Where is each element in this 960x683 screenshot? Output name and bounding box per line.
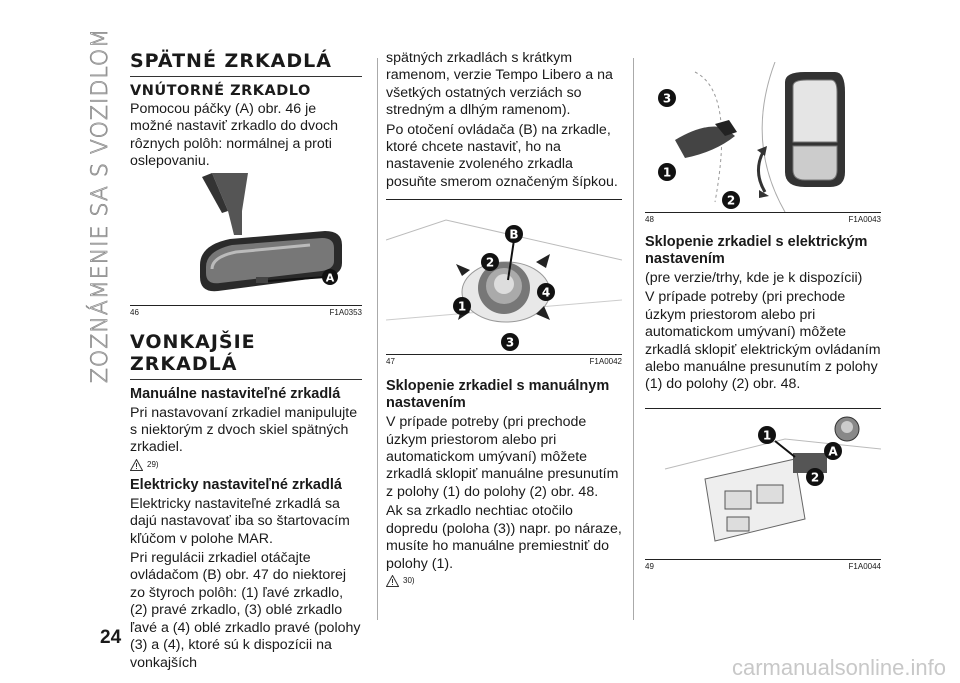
figure-label-1: 1 (457, 299, 467, 314)
figure-code: F1A0042 (589, 357, 622, 367)
paragraph: Elektricky nastaviteľné zrkadlá sa dajú nastavovať iba so štartovacím kľúčom v polohe MAR. (130, 495, 350, 547)
warning-icon (386, 575, 399, 587)
paragraph: Po otočení ovládača (B) na zrkadle, ktoré chcete nastaviť, ho na nastavenie zvoleného zrkadla posuňte smerom označeným šípkou. (386, 121, 618, 190)
column-2 (386, 50, 622, 591)
heading-electric-fold: Sklopenie zrkadiel s elektrickým nastavením (645, 234, 868, 267)
figure-number: 46 (130, 307, 139, 317)
figure-label-a: A (325, 271, 335, 285)
heading-electric-mirrors: Elektricky nastaviteľné zrkadlá (130, 476, 342, 493)
door-switch-panel-illustration (645, 409, 881, 559)
column-1 (130, 50, 362, 674)
warning-reference: 29) (130, 459, 362, 471)
column-divider (633, 58, 634, 620)
figure-label-2: 2 (810, 470, 820, 485)
figure-label-1: 1 (762, 428, 772, 443)
figure-number: 47 (386, 357, 395, 367)
section-side-title: ZOZNÁMENIE SA S VOZIDLOM (88, 27, 114, 383)
figure-label-3: 3 (662, 91, 672, 106)
paragraph: Pri regulácii zrkadiel otáčajte ovládačom (B) obr. 47 do niektorej zo štyroch polôh: (1) ľavé zrkadlo, (2) pravé zrkadlo, (3) oblé zrkadlo ľavé a (4) oblé zrkadlo pravé (polohy (3) a (4), ktoré sú k dispozícii na vonkajších (130, 550, 361, 671)
column-3 (645, 62, 881, 571)
exterior-mirror-fold-illustration (645, 62, 881, 212)
warning-icon (130, 459, 143, 471)
warning-reference: 30) (386, 575, 622, 587)
section-title: SPÄTNÉ ZRKADLÁ (130, 50, 362, 77)
subsection-interior-mirror: VNÚTORNÉ ZRKADLO (130, 83, 311, 99)
paragraph: V prípade potreby (pri prechode úzkym priestorom alebo pri automatickom umývaní) môžete zrkadlá sklopiť manuálne presunutím z polohy (1) do polohy (2) obr. 48. (386, 414, 619, 500)
watermark: carmanualsonline.info (731, 655, 946, 680)
figure-code: F1A0353 (329, 307, 362, 317)
figure-label-2: 2 (485, 255, 495, 270)
figure-code: F1A0044 (848, 561, 881, 571)
heading-manual-mirrors: Manuálne nastaviteľné zrkadlá (130, 385, 341, 402)
figure-number: 49 (645, 561, 654, 571)
figure-label-a: A (828, 444, 838, 459)
subsection-exterior-mirrors: VONKAJŠIE ZRKADLÁ (130, 331, 362, 380)
figure-label-1: 1 (662, 165, 672, 180)
figure-caption (645, 215, 881, 224)
figure-46 (130, 173, 362, 306)
figure-caption (386, 357, 622, 366)
figure-48 (645, 62, 881, 213)
paragraph: spätných zrkadlách s krátkym ramenom, verzie Tempo Libero a na všetkých ostatných verziách so stredným a dlhým ramenom). (386, 50, 613, 119)
paragraph: (pre verzie/trhy, kde je k dispozícii) (645, 270, 863, 286)
paragraph: Pri nastavovaní zrkadiel manipulujte s niektorým z dvoch skiel spätných zrkadiel. (130, 404, 358, 456)
figure-47 (386, 199, 622, 355)
figure-caption (645, 562, 881, 571)
rearview-mirror-illustration (130, 173, 362, 305)
figure-label-2: 2 (726, 193, 736, 208)
heading-manual-fold: Sklopenie zrkadiel s manuálnym nastavením (386, 378, 610, 412)
mirror-control-knob-illustration (386, 200, 622, 354)
paragraph: Ak sa zrkadlo nechtiac otočilo dopredu (poloha (3)) napr. po náraze, musíte ho manuálne premiestniť do polohy (1). (386, 503, 622, 572)
figure-label-b: B (509, 227, 519, 242)
figure-code: F1A0043 (848, 215, 881, 224)
figure-number: 48 (645, 215, 654, 224)
figure-caption (130, 308, 362, 317)
figure-label-4: 4 (541, 285, 551, 300)
paragraph: V prípade potreby (pri prechode úzkym priestorom alebo pri automatickom umývaní) môžete zrkadlá sklopiť elektrickým ovládaním alebo manuálne presunutím z polohy (1) do polohy (2) obr. 48. (645, 289, 881, 393)
page-number: 24 (100, 627, 122, 648)
figure-49 (645, 408, 881, 560)
figure-label-3: 3 (505, 335, 515, 350)
column-divider (377, 58, 378, 620)
paragraph: Pomocou páčky (A) obr. 46 je možné nastaviť zrkadlo do dvoch rôznych polôh: normálnej a proti oslepovaniu. (130, 101, 338, 170)
